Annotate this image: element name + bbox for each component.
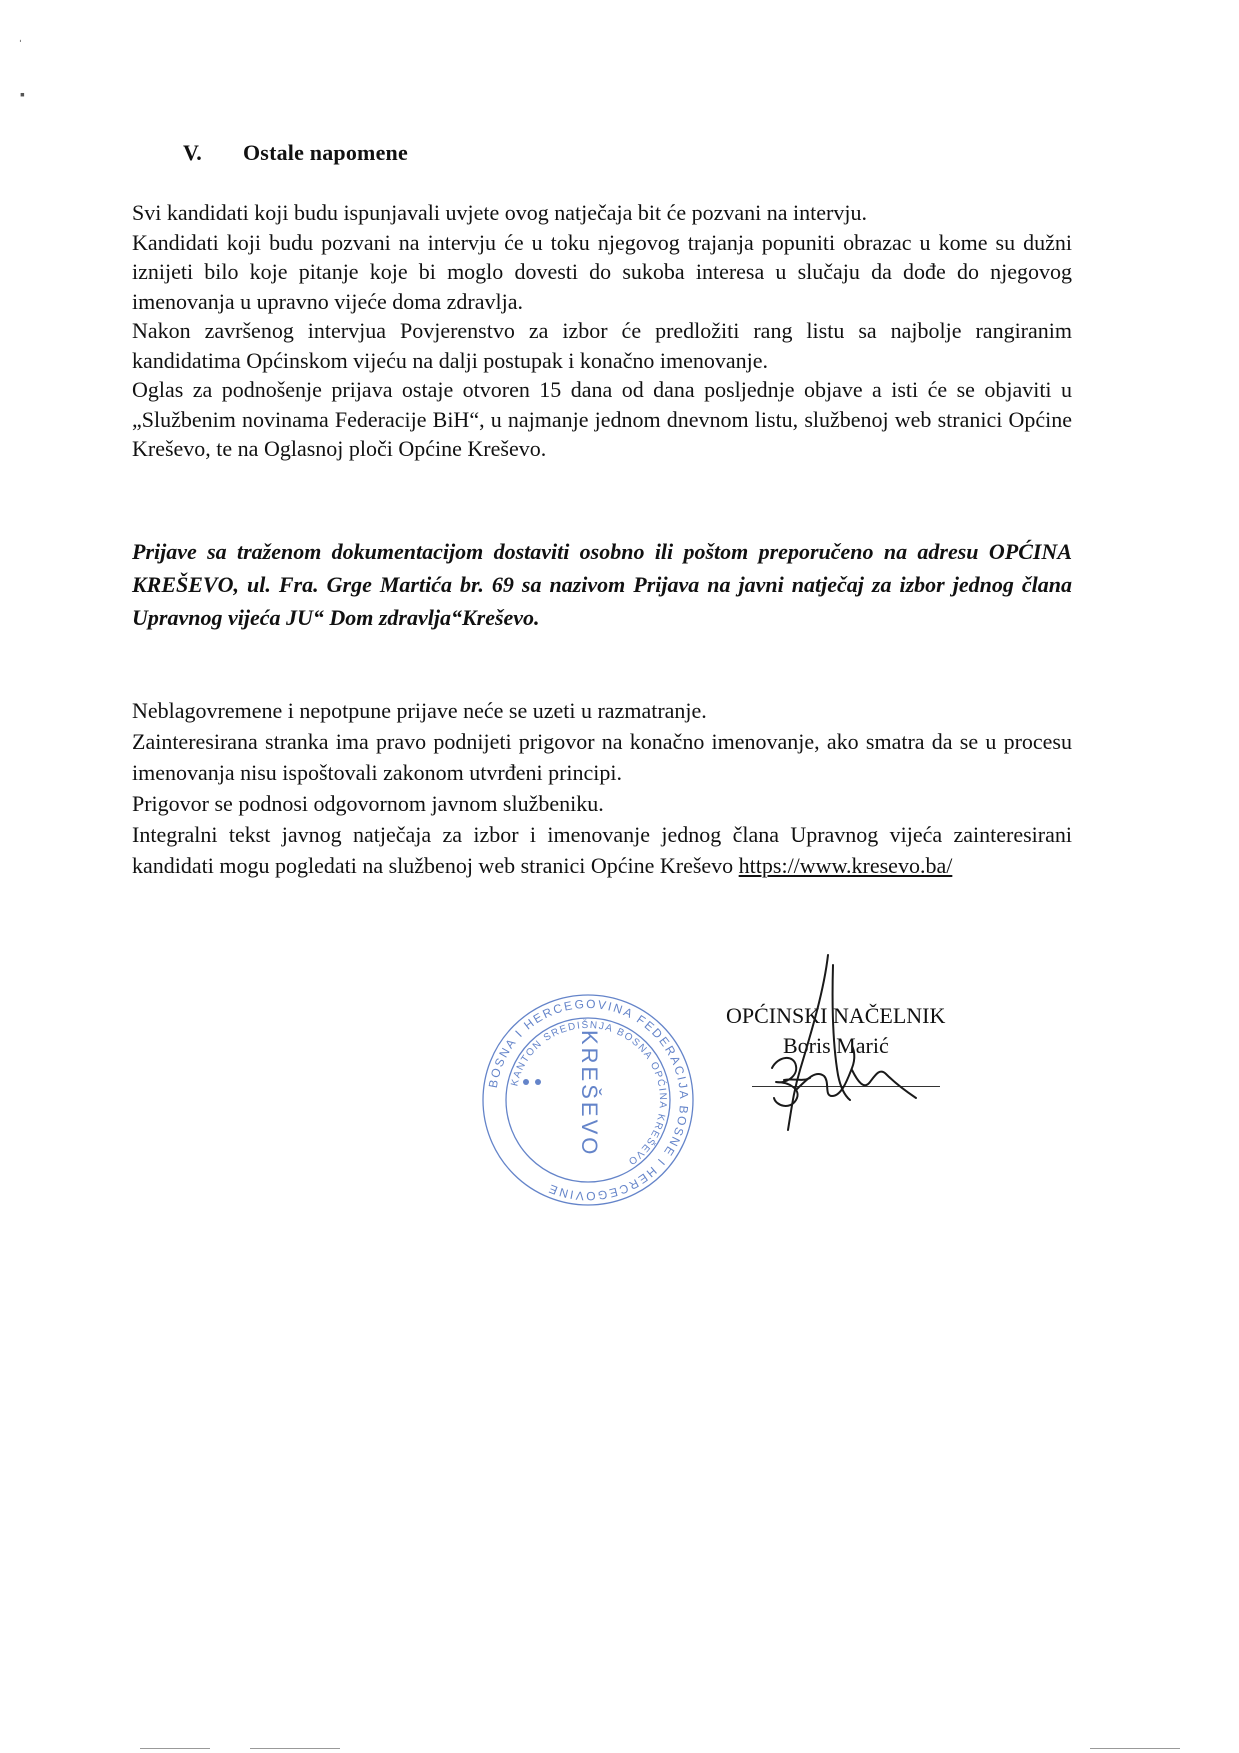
instructions-text: Prijave sa traženom dokumentacijom dostaviti osobno ili poštom preporučeno na adresu OPĆINA KREŠEVO, ul. Fra. Grge Martića br. 69 sa nazivom Prijava na javni natječaj za izbor jednog člana Upravnog vijeća JU“ Dom zdravlja“Kreševo. <box>132 539 1072 630</box>
stamp-outer-text: BOSNA I HERCEGOVINA FEDERACIJA BOSNE I HERCEGOVINE <box>485 996 692 1204</box>
stamp-center-text: KREŠEVO <box>577 1030 602 1158</box>
paragraph-interview: Svi kandidati koji budu ispunjavali uvjete ovog natječaja bit će pozvani na intervju. <box>132 200 867 225</box>
paragraph-full-text <box>132 819 1072 881</box>
body-text <box>132 198 1072 464</box>
submission-instructions <box>132 535 1072 634</box>
paragraph-late-applications: Neblagovremene i nepotpune prijave neće se uzeti u razmatranje. <box>132 698 707 723</box>
signatory-name: Boris Marić <box>783 1033 889 1058</box>
scan-mark: ▪ <box>20 88 25 103</box>
paragraph-conflict-form: Kandidati koji budu pozvani na intervju će u toku njegovog trajanja popuniti obrazac u kome su dužni iznijeti bilo koje pitanje koje bi moglo dovesti do sukoba interesa u slučaju da dođe do njegovog imenovanja u upravno vijeće doma zdravlja. <box>132 229 1072 314</box>
paragraph-rank-list: Nakon završenog intervjua Povjerenstvo za izbor će predložiti rang listu sa najbolje rangiranim kandidatima Općinskom vijeću na dalji postupak i konačno imenovanje. <box>132 318 1072 373</box>
scan-edge-line <box>1090 1748 1180 1749</box>
scan-edge-line <box>140 1748 210 1749</box>
official-stamp <box>478 990 698 1210</box>
section-title: Ostale napomene <box>243 140 408 165</box>
signatory-title: OPĆINSKI NAČELNIK <box>726 1003 946 1028</box>
notes-text <box>132 695 1072 881</box>
section-number: V. <box>183 140 202 165</box>
full-text-notice: Integralni tekst javnog natječaja za izbor i imenovanje jednog člana Upravnog vijeća zainteresirani kandidati mogu pogledati na službenoj web stranici Općine Kreševo <box>132 822 1072 878</box>
paragraph-publication: Oglas za podnošenje prijava ostaje otvoren 15 dana od dana posljednje objave a isti će se objaviti u „Službenim novinama Federacije BiH“, u najmanje jednom dnevnom listu, službenoj web stranici Općine Kreševo, te na Oglasnoj ploči Općine Kreševo. <box>132 377 1072 461</box>
stamp-inner-text: KANTON SREDIŠNJA BOSNA OPĆINA KREŠEVO <box>509 1019 669 1168</box>
scan-mark: ˌ <box>18 28 23 43</box>
handwritten-signature <box>740 950 960 1140</box>
paragraph-objection-right: Zainteresirana stranka ima pravo podnijeti prigovor na konačno imenovanje, ako smatra da se u procesu imenovanja nisu ispoštovali zakonom utvrđeni principi. <box>132 729 1072 785</box>
section-heading <box>183 140 408 166</box>
scan-edge-line <box>250 1748 340 1749</box>
paragraph-objection-officer: Prigovor se podnosi odgovornom javnom službeniku. <box>132 791 604 816</box>
website-link[interactable]: https://www.kresevo.ba/ <box>738 853 953 878</box>
